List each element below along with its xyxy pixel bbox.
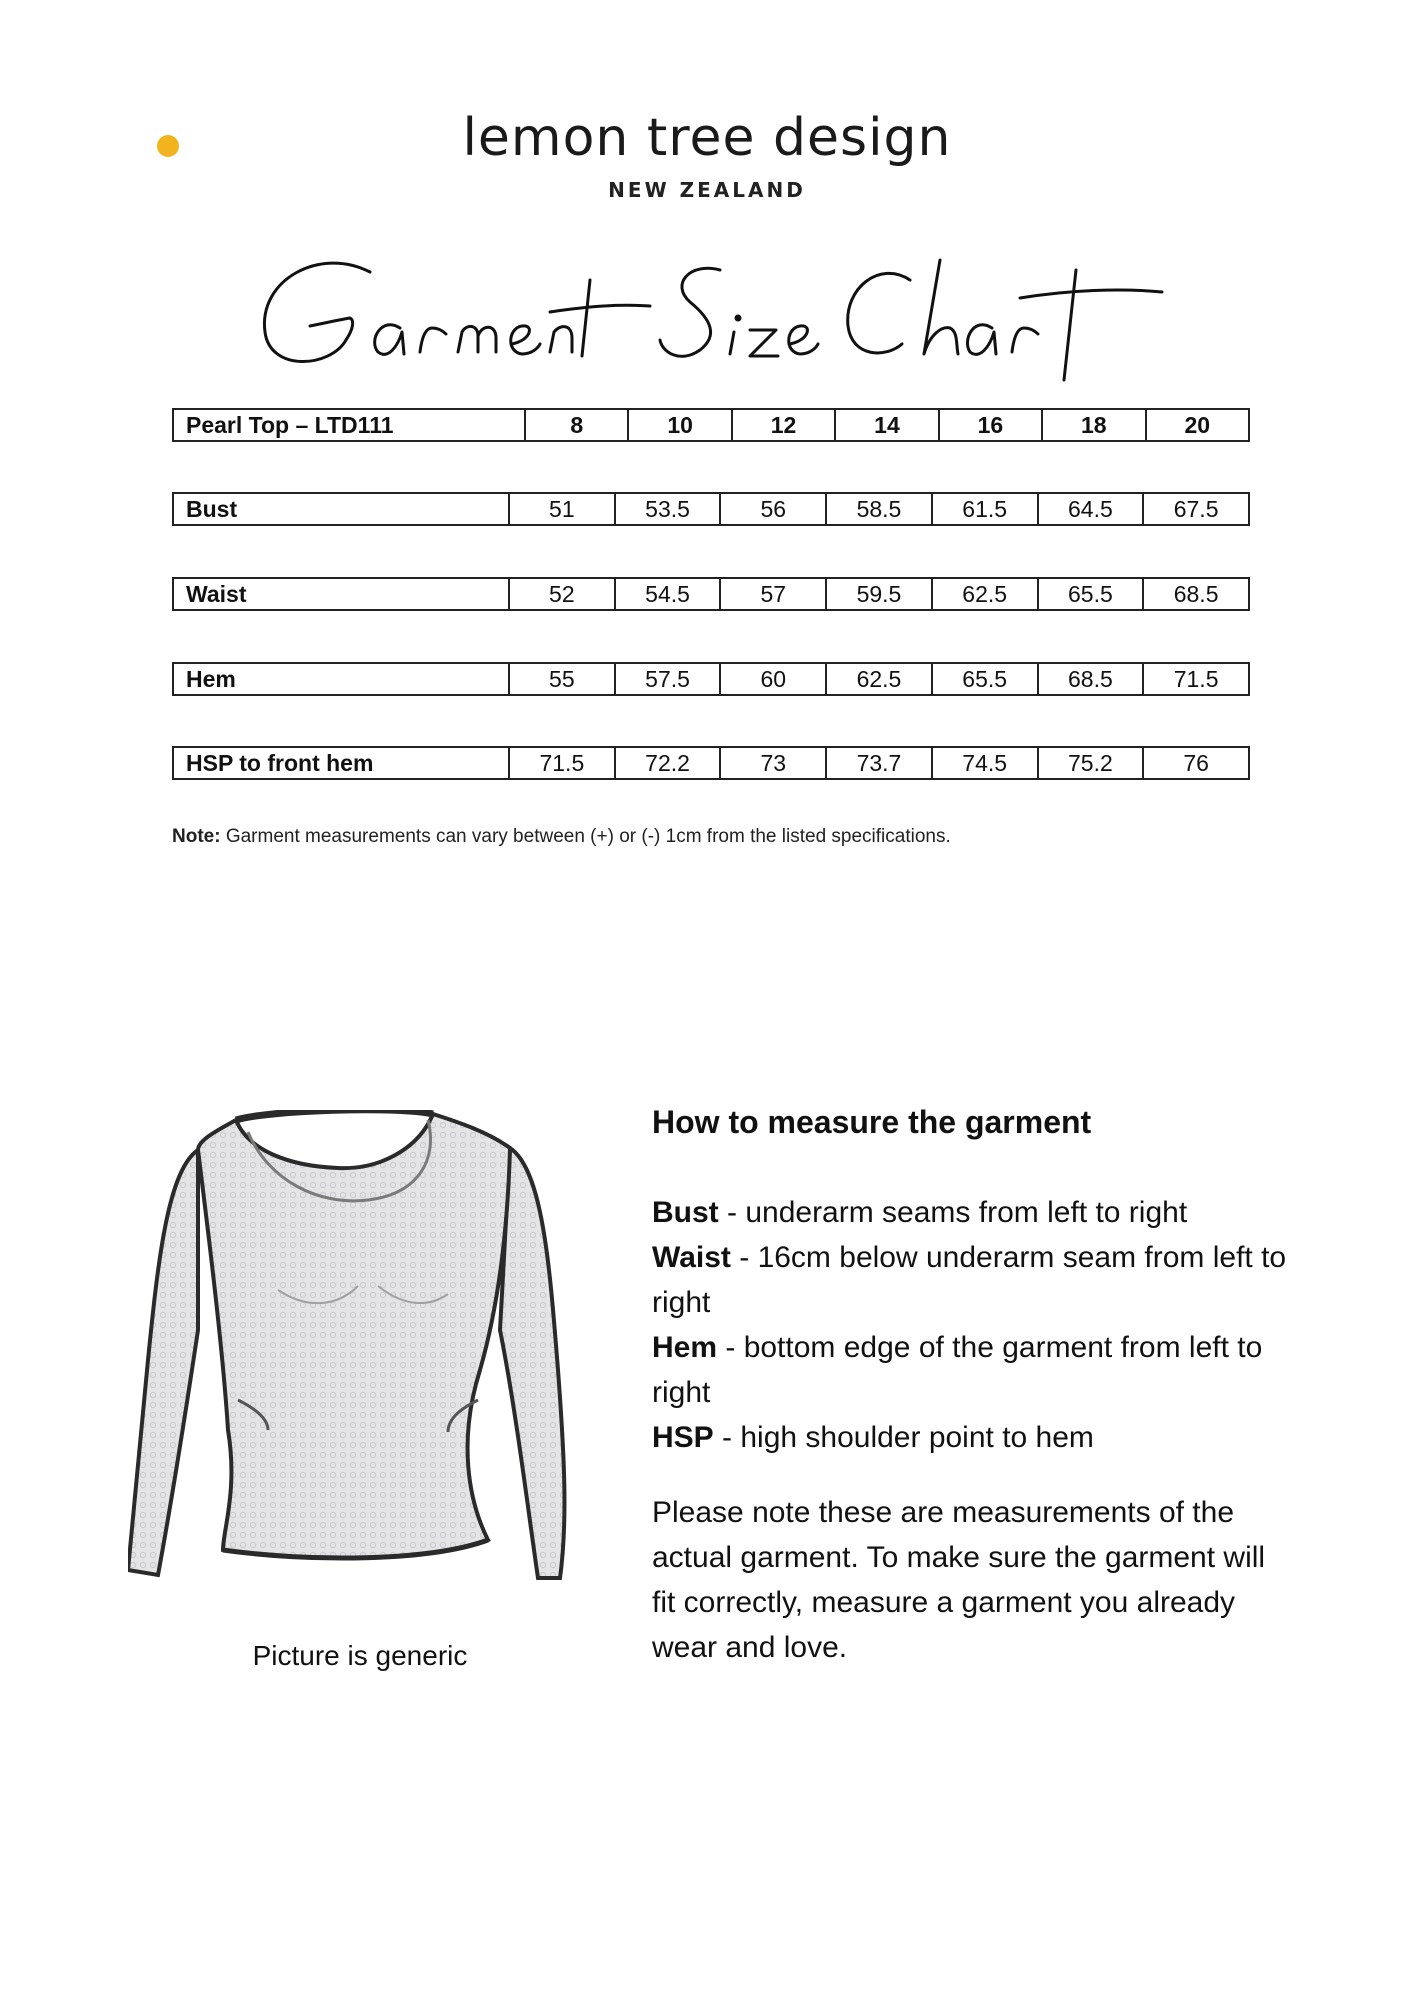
- table-cell: 68.5: [1143, 578, 1249, 610]
- table-cell: 73.7: [826, 747, 932, 779]
- table-cell: 53.5: [615, 493, 721, 525]
- table-row: [173, 409, 1249, 441]
- table-cell: 74.5: [932, 747, 1038, 779]
- table-row: [173, 663, 1249, 695]
- size-table-row-hem: [172, 662, 1250, 696]
- table-cell: 75.2: [1038, 747, 1144, 779]
- note-text: Garment measurements can vary between (+) or (-) 1cm from the listed specifications.: [220, 826, 951, 847]
- size-table-row-bust: [172, 492, 1250, 526]
- size-header-cell: 8: [525, 409, 628, 441]
- garment-illustration: [128, 1110, 588, 1625]
- table-cell: 57.5: [615, 663, 721, 695]
- measurement-note: [172, 826, 951, 848]
- table-cell: 54.5: [615, 578, 721, 610]
- long-sleeve-top-icon: [128, 1110, 588, 1620]
- row-label: Bust: [173, 493, 509, 525]
- brand-logo: [0, 108, 1414, 202]
- brand-country: NEW ZEALAND: [608, 178, 806, 202]
- table-row: [173, 747, 1249, 779]
- table-cell: 72.2: [615, 747, 721, 779]
- term: Hem: [652, 1331, 718, 1364]
- product-name: Pearl Top – LTD111: [173, 409, 525, 441]
- table-cell: 61.5: [932, 493, 1038, 525]
- table-cell: 60: [720, 663, 826, 695]
- size-header-cell: 20: [1146, 409, 1249, 441]
- table-cell: 57: [720, 578, 826, 610]
- how-to-measure: [652, 1100, 1292, 1670]
- table-cell: 76: [1143, 747, 1249, 779]
- size-table-row-hsp: [172, 746, 1250, 780]
- table-cell: 62.5: [932, 578, 1038, 610]
- table-cell: 51: [509, 493, 615, 525]
- description: - underarm seams from left to right: [718, 1196, 1188, 1229]
- table-cell: 71.5: [1143, 663, 1249, 695]
- list-item: [652, 1235, 1292, 1325]
- size-header-cell: 10: [628, 409, 731, 441]
- table-cell: 52: [509, 578, 615, 610]
- size-table-header: [172, 408, 1250, 442]
- size-header-cell: 16: [939, 409, 1042, 441]
- table-cell: 65.5: [932, 663, 1038, 695]
- table-cell: 64.5: [1038, 493, 1144, 525]
- script-title-art: [250, 240, 1190, 390]
- size-header-cell: 14: [835, 409, 938, 441]
- size-header-cell: 12: [732, 409, 835, 441]
- row-label: HSP to front hem: [173, 747, 509, 779]
- brand-name: lemon tree design: [462, 108, 952, 168]
- list-item: [652, 1325, 1292, 1415]
- table-cell: 68.5: [1038, 663, 1144, 695]
- table-cell: 55: [509, 663, 615, 695]
- description: - high shoulder point to hem: [713, 1421, 1094, 1454]
- table-cell: 67.5: [1143, 493, 1249, 525]
- table-cell: 65.5: [1038, 578, 1144, 610]
- table-cell: 62.5: [826, 663, 932, 695]
- term: HSP: [652, 1421, 714, 1454]
- howto-note: Please note these are measurements of the actual garment. To make sure the garment will fit correctly, measure a garment you already wear and love.: [652, 1496, 1266, 1664]
- term: Waist: [652, 1241, 731, 1274]
- table-row: [173, 578, 1249, 610]
- table-row: [173, 493, 1249, 525]
- description: - bottom edge of the garment from left to right: [652, 1331, 1263, 1409]
- description: - 16cm below underarm seam from left to right: [652, 1241, 1287, 1319]
- list-item: [652, 1190, 1292, 1235]
- image-caption: Picture is generic: [252, 1640, 468, 1671]
- row-label: Hem: [173, 663, 509, 695]
- table-cell: 59.5: [826, 578, 932, 610]
- note-label: Note:: [172, 826, 221, 847]
- size-table-row-waist: [172, 577, 1250, 611]
- table-cell: 73: [720, 747, 826, 779]
- page-title: [250, 240, 1190, 395]
- table-cell: 58.5: [826, 493, 932, 525]
- row-label: Waist: [173, 578, 509, 610]
- table-cell: 71.5: [509, 747, 615, 779]
- list-item: [652, 1415, 1292, 1460]
- section-title: How to measure the garment: [652, 1104, 1092, 1140]
- term: Bust: [652, 1196, 719, 1229]
- table-cell: 56: [720, 493, 826, 525]
- lemon-dot-icon: [157, 135, 179, 157]
- size-header-cell: 18: [1042, 409, 1145, 441]
